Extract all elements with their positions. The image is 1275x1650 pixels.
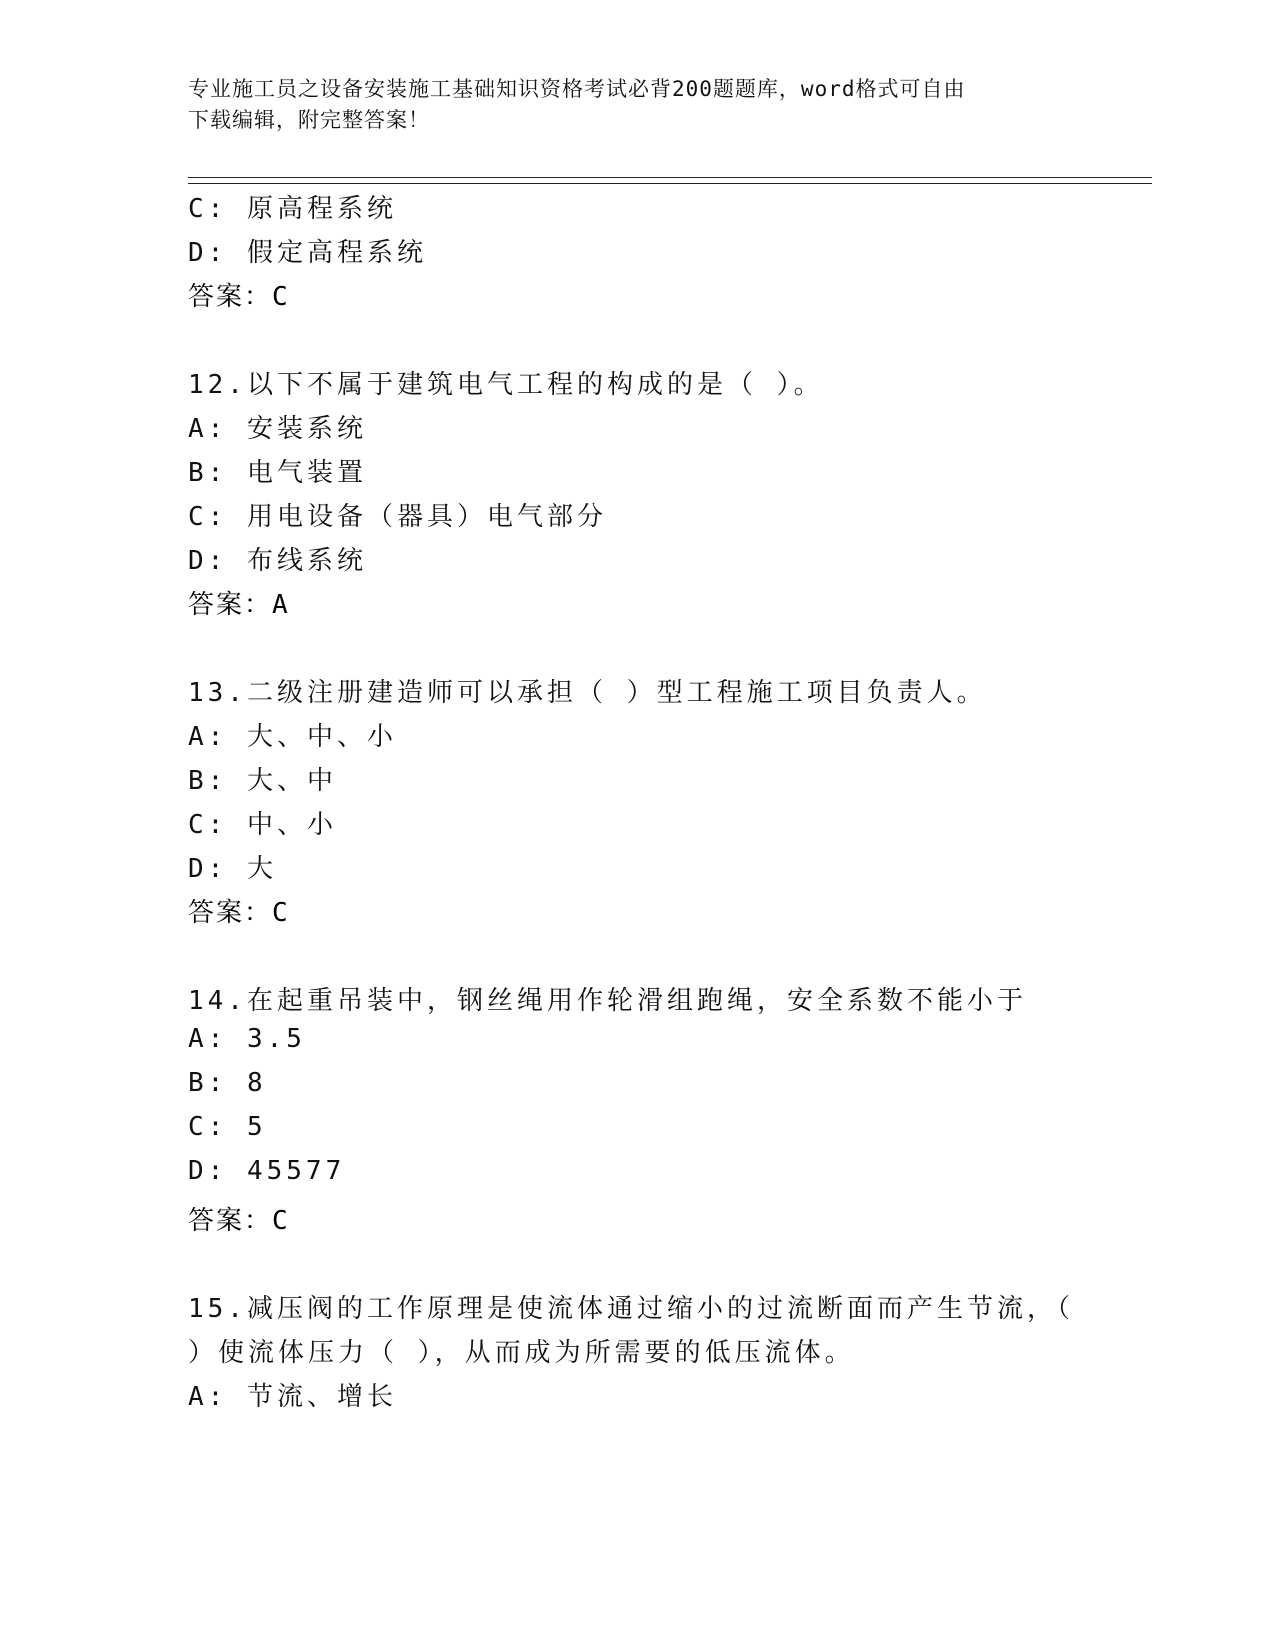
question-stem: 13.二级注册建造师可以承担（ ）型工程施工项目负责人。 (188, 678, 987, 708)
answer-label: 答案： (188, 282, 273, 312)
answer-value: A (272, 590, 288, 620)
answer-line (188, 584, 288, 621)
answer-line (188, 1200, 288, 1237)
header-divider-bottom (188, 183, 1152, 184)
header-line-2: 下载编辑，附完整答案！ (188, 108, 430, 132)
option-d: D: 45577 (188, 1156, 346, 1186)
option-a: A: 安装系统 (188, 414, 367, 444)
option-b: B: 大、中 (188, 766, 337, 796)
option-a: A: 3.5 (188, 1024, 306, 1054)
answer-value: C (272, 898, 288, 928)
question-stem-line-2: ）使流体压力（ ），从而成为所需要的低压流体。 (188, 1338, 855, 1368)
question-stem: 14.在起重吊装中，钢丝绳用作轮滑组跑绳，安全系数不能小于 (188, 986, 1027, 1016)
option-c: C: 原高程系统 (188, 194, 397, 224)
answer-label: 答案： (188, 1206, 273, 1236)
option-a: A: 节流、增长 (188, 1382, 397, 1412)
answer-line (188, 276, 288, 313)
option-c: C: 用电设备（器具）电气部分 (188, 502, 607, 532)
answer-line (188, 892, 288, 929)
option-d: D: 大 (188, 854, 277, 884)
option-a: A: 大、中、小 (188, 722, 397, 752)
option-b: B: 8 (188, 1068, 267, 1098)
question-stem: 12.以下不属于建筑电气工程的构成的是（ ）。 (188, 370, 824, 400)
option-d: D: 布线系统 (188, 546, 367, 576)
answer-label: 答案： (188, 590, 273, 620)
answer-label: 答案： (188, 898, 273, 928)
document-header (188, 74, 1068, 136)
question-stem-line-1: 15.减压阀的工作原理是使流体通过缩小的过流断面而产生节流，（ (188, 1294, 1074, 1324)
option-c: C: 中、小 (188, 810, 337, 840)
header-divider-top (188, 177, 1152, 178)
option-b: B: 电气装置 (188, 458, 367, 488)
option-c: C: 5 (188, 1112, 267, 1142)
answer-value: C (272, 282, 288, 312)
option-d: D: 假定高程系统 (188, 238, 427, 268)
header-line-1: 专业施工员之设备安装施工基础知识资格考试必背200题题库，word格式可自由 (188, 77, 966, 101)
answer-value: C (272, 1206, 288, 1236)
